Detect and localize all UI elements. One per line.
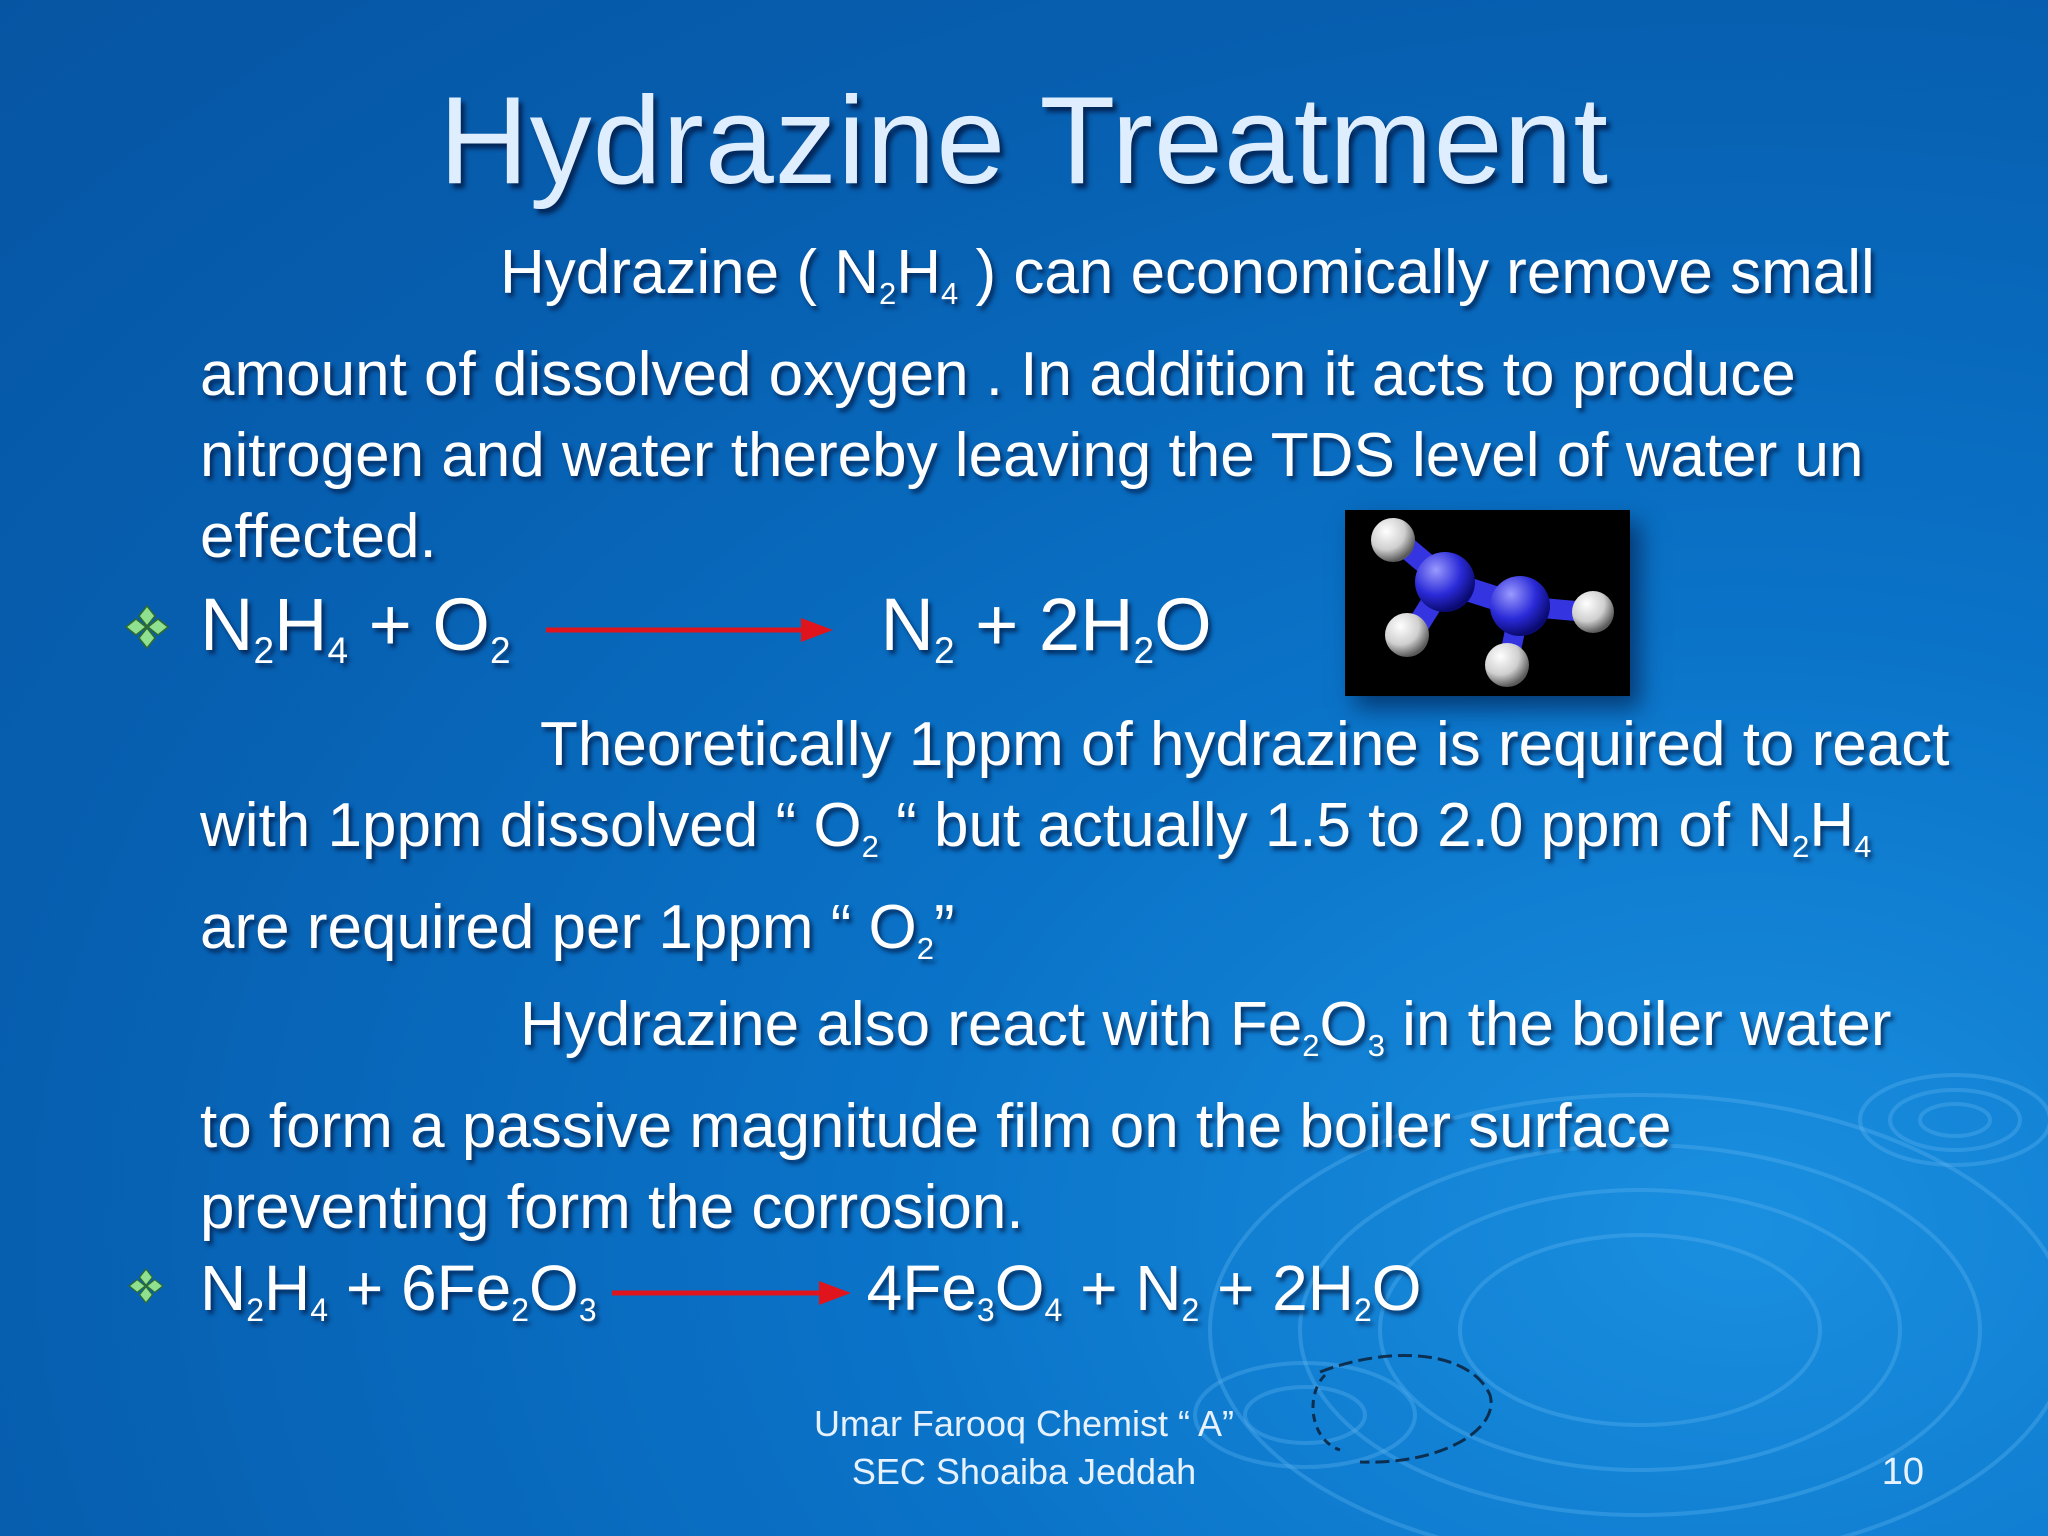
equation-hydrazine-iron-oxide [200, 1248, 1422, 1350]
para2-text-d: are required per 1ppm “ O [200, 892, 917, 962]
para2-text-c: H [1809, 791, 1855, 860]
eq2-rhs-o-sub: 4 [1044, 1292, 1063, 1329]
eq1-rhs-plus-2h: + 2H [954, 583, 1134, 666]
eq2-rhs-plus-n: + N [1062, 1252, 1182, 1324]
eq2-h: H [264, 1252, 311, 1324]
para2-text-a: Theoretically 1ppm of hydrazine is required to react with 1ppm dissolved “ O [200, 710, 1950, 860]
eq1-plus-o: + O [348, 583, 490, 666]
eq2-n-sub: 2 [246, 1292, 265, 1329]
hydrazine-molecule-image [1345, 510, 1630, 696]
para2-sub-2: 2 [1792, 828, 1810, 864]
eq2-rhs-4fe: 4Fe [866, 1252, 977, 1324]
eq2-rhs-o-final: O [1371, 1252, 1422, 1324]
eq2-rhs-o: O [994, 1252, 1045, 1324]
para3-text-b: O [1319, 990, 1368, 1059]
slide-title: Hydrazine Treatment [439, 72, 1609, 210]
eq1-rhs-o: O [1154, 583, 1212, 666]
para1-text-c: ) can economically remove small amount of dissolved oxygen . In addition it acts to produce nitrogen and water thereby leaving the TDS level of water un effected. [200, 238, 1875, 571]
eq1-o-sub: 2 [489, 629, 511, 671]
footer-line-2: SEC Shoaiba Jeddah [851, 1451, 1197, 1492]
eq2-rhs-fe-sub: 3 [976, 1292, 995, 1329]
eq2-n: N [200, 1252, 247, 1324]
eq2-rhs-plus-2h: + 2H [1199, 1252, 1354, 1324]
para3-text-c: in the boiler water to form a passive magnitude film on the boiler surface preventing form the corrosion. [200, 990, 1892, 1242]
equation-hydrazine-oxygen [200, 580, 1212, 696]
para3-sub-2: 3 [1367, 1027, 1385, 1063]
eq1-h-sub: 4 [327, 629, 349, 671]
paragraph-theoretical-dose [200, 704, 1960, 989]
para2-text-b: “ but actually 1.5 to 2.0 ppm of N [878, 791, 1793, 860]
para1-sub-1: 2 [879, 275, 897, 311]
eq2-fe-sub: 2 [511, 1292, 530, 1329]
eq1-h: H [274, 583, 328, 666]
eq2-rhs-h-sub: 2 [1353, 1292, 1372, 1329]
paragraph-iron-oxide-reaction [200, 984, 1960, 1248]
eq2-o-sub: 3 [578, 1292, 597, 1329]
eq1-n: N [200, 583, 254, 666]
four-diamond-bullet-icon [126, 1266, 166, 1306]
para1-sub-2: 4 [941, 275, 959, 311]
eq1-rhs-h-sub: 2 [1133, 629, 1155, 671]
eq1-rhs-n: N [880, 583, 934, 666]
paragraph-hydrazine-intro [200, 232, 1960, 577]
footer-line-1: Umar Farooq Chemist “ A” [813, 1403, 1235, 1444]
eq2-o: O [529, 1252, 579, 1324]
footer-author [0, 1400, 2048, 1496]
eq1-rhs-n-sub: 2 [934, 629, 955, 671]
eq1-n-sub: 2 [253, 629, 275, 671]
four-diamond-bullet-icon [122, 602, 172, 652]
page-number: 10 [1881, 1451, 1924, 1493]
eq2-h-sub: 4 [310, 1292, 329, 1329]
reaction-arrow-icon [607, 1275, 857, 1311]
para2-sub-4: 2 [916, 930, 935, 966]
para1-text-b: H [896, 238, 942, 307]
para2-text-e: ” [934, 892, 955, 962]
eq2-plus-6fe: + 6Fe [328, 1252, 512, 1324]
para3-text-a: Hydrazine also react with Fe [520, 990, 1303, 1059]
eq2-rhs-n-sub: 2 [1181, 1292, 1200, 1329]
para2-sub-1: 2 [861, 828, 879, 864]
para1-text-a: Hydrazine ( N [500, 238, 879, 307]
para2-sub-3: 4 [1854, 828, 1872, 864]
para3-sub-1: 2 [1302, 1027, 1320, 1063]
reaction-arrow-icon [541, 610, 841, 650]
